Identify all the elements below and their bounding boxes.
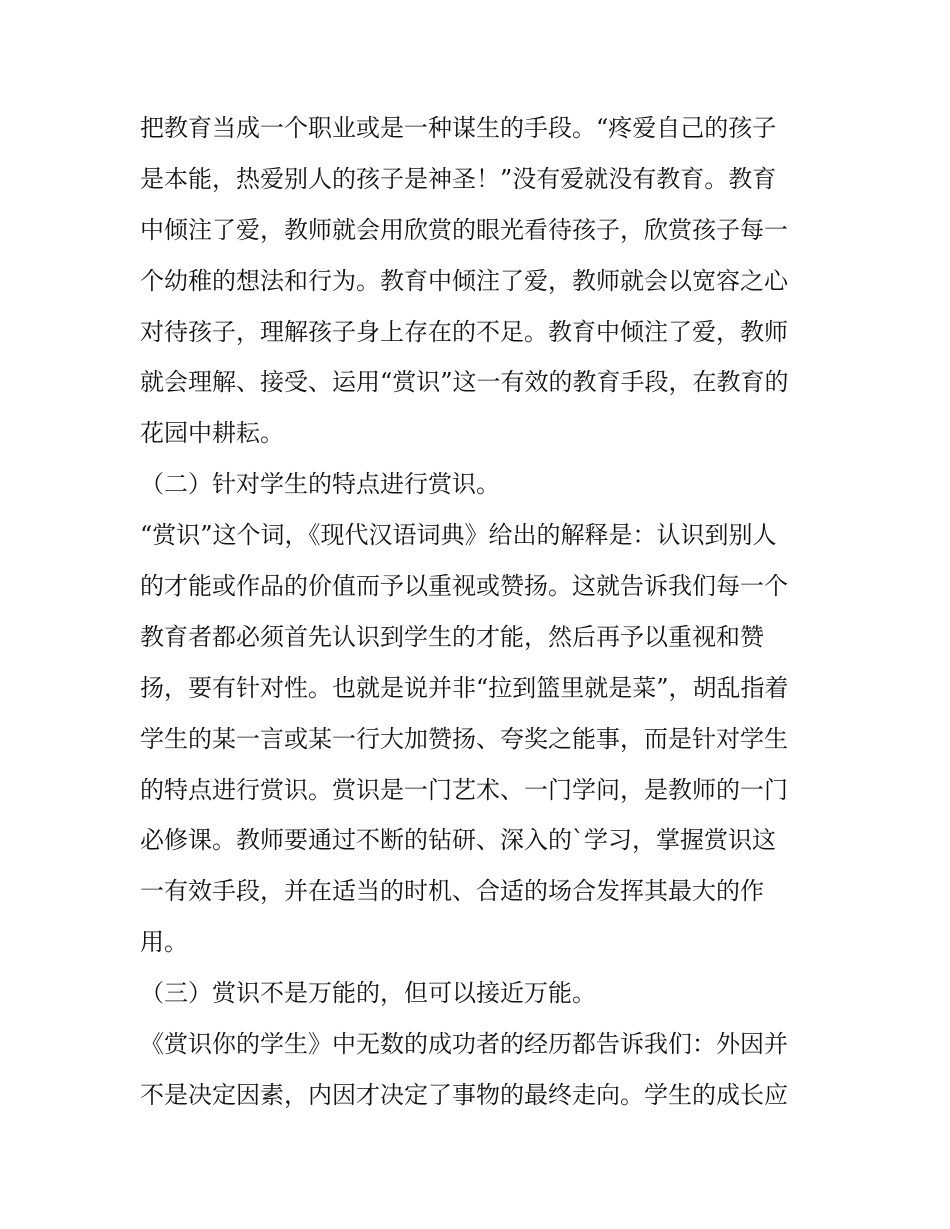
text-line: 中倾注了爱，教师就会用欣赏的眼光看待孩子，欣赏孩子每一	[140, 215, 788, 244]
text-line: 花园中耕耘。	[140, 419, 284, 448]
text-line: 的才能或作品的价值而予以重视或赞扬。这就告诉我们每一个	[140, 572, 788, 601]
text-line: 必修课。教师要通过不断的钻研、深入的`学习，掌握赏识这	[140, 826, 776, 855]
text-line: 用。	[140, 928, 188, 957]
text-line: 就会理解、接受、运用“赏识”这一有效的教育手段，在教育的	[140, 368, 789, 397]
text-line: 不是决定因素，内因才决定了事物的最终走向。学生的成长应	[140, 1080, 788, 1109]
text-line: 《赏识你的学生》中无数的成功者的经历都告诉我们：外因并	[140, 1030, 788, 1059]
text-line: 的特点进行赏识。赏识是一门艺术、一门学问，是教师的一门	[140, 775, 788, 804]
text-line: 扬，要有针对性。也就是说并非“拉到篮里就是菜”，胡乱指着	[140, 673, 789, 702]
text-line: 对待孩子，理解孩子身上存在的不足。教育中倾注了爱，教师	[140, 317, 788, 346]
text-line: 一有效手段，并在适当的时机、合适的场合发挥其最大的作	[140, 877, 764, 906]
document-body	[140, 103, 830, 1121]
text-line: “赏识”这个词，《现代汉语词典》给出的解释是：认识到别人	[140, 521, 777, 550]
text-line: 把教育当成一个职业或是一种谋生的手段。“疼爱自己的孩子	[140, 114, 777, 142]
text-line: 教育者都必须首先认识到学生的才能，然后再予以重视和赞	[140, 622, 764, 651]
text-line: 学生的某一言或某一行大加赞扬、夸奖之能事，而是针对学生	[140, 724, 788, 753]
text-line: 是本能，热爱别人的孩子是神圣！”没有爱就没有教育。教育	[140, 164, 777, 193]
section-heading: （二）针对学生的特点进行赏识。	[140, 470, 500, 499]
text-line: 个幼稚的想法和行为。教育中倾注了爱，教师就会以宽容之心	[140, 266, 788, 295]
section-heading: （三）赏识不是万能的，但可以接近万能。	[140, 979, 596, 1008]
